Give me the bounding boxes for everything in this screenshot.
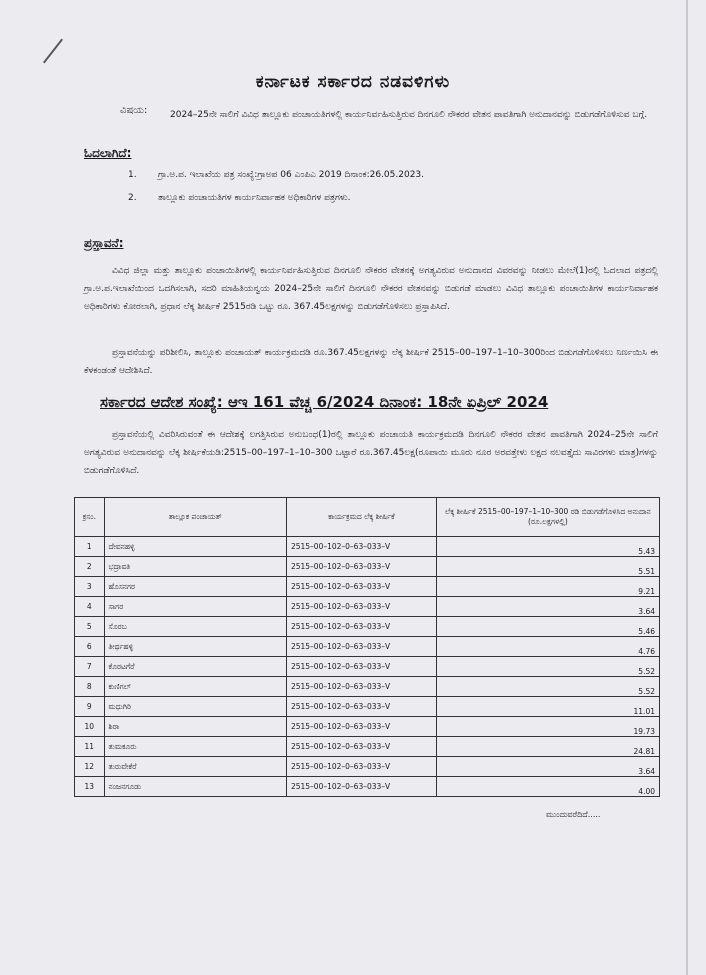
cell-taluk: ಕೊರಟಗೆರೆ bbox=[104, 657, 286, 677]
cell-serial: 7 bbox=[75, 657, 105, 677]
cell-taluk: ತುಮಕೂರು bbox=[104, 737, 286, 757]
continued-note: ಮುಂದುವರೆದಿದೆ..... bbox=[546, 810, 601, 819]
cell-serial: 3 bbox=[75, 577, 105, 597]
table-row bbox=[75, 777, 660, 797]
cell-account-head: 2515–00–102–0–63–033–V bbox=[286, 617, 436, 637]
reference-text: ಗ್ರಾ.ಅ.ಪ. ಇಲಾಖೆಯ ಪತ್ರ ಸಂಖ್ಯೆ:ಗ್ರಾಅಪ 06 ಎಂಪಿಎ 2019 ದಿನಾಂಕ:26.05.2023. bbox=[158, 170, 425, 180]
cell-serial: 9 bbox=[75, 697, 105, 717]
subject-label: ವಿಷಯ: bbox=[120, 105, 148, 116]
page-title: ಕರ್ನಾಟಕ ಸರ್ಕಾರದ ನಡವಳಿಗಳು bbox=[255, 72, 451, 92]
cell-amount: 9.21 bbox=[436, 577, 659, 597]
reference-number: 1. bbox=[128, 170, 137, 180]
preamble-paragraph: ವಿವಿಧ ಜಿಲ್ಲಾ ಮತ್ತು ತಾಲ್ಲೂಕು ಪಂಚಾಯಿತಿಗಳಲ್ಲಿ ಕಾರ್ಯನಿರ್ವಹಿಸುತ್ತಿರುವ ದಿನಗೂಲಿ ನೌಕರರ ವೇತನಕ್ಕೆ ಅಗತ್ಯವಿರುವ ಅನುದಾನದ ವಿವರವನ್ನು ನೀಡಲು ಮೇಲೆ(1)ರಲ್ಲಿ ಓದಲಾದ ಪತ್ರದಲ್ಲಿ ಗ್ರಾ.ಅ.ಪ.ಇಲಾಖೆಯಿಂದ ಒದಗಿಸಲಾಗಿ, ಸದರಿ ಮಾಹಿತಿಯನ್ವಯ 2024–25ನೇ ಸಾಲಿಗೆ ದಿನಗೂಲಿ ನೌಕರರ ವೇತನವನ್ನು ಬಿಡುಗಡೆ ಮಾಡಲು ವಿವಿಧ ತಾಲ್ಲೂಕು ಪಂಚಾಯಿತಿಗಳ ಕಾರ್ಯನಿರ್ವಾಹಕ ಅಧಿಕಾರಿಗಳು ಕೋರಲಾಗಿ, ಪ್ರಧಾನ ಲೆಕ್ಕ ಶೀರ್ಷಿಕೆ 2515ರಡಿ ಒಟ್ಟು ರೂ. 367.45ಲಕ್ಷಗಳನ್ನು ಬಿಡುಗಡೆಗೊಳಿಸಲು ಪ್ರಸ್ತಾಪಿಸಿದೆ. bbox=[84, 266, 658, 312]
cell-amount: 24.81 bbox=[436, 737, 659, 757]
col-header-taluk: ತಾಲ್ಲೂಕ ಪಂಚಾಯತ್ bbox=[104, 498, 286, 537]
page-edge bbox=[686, 0, 688, 975]
col-header-account-head: ಕಾರ್ಯಕ್ರಮದ ಲೆಕ್ಕ ಶೀರ್ಷಿಕೆ bbox=[286, 498, 436, 537]
cell-taluk: ತೀರ್ಥಹಳ್ಳಿ bbox=[104, 637, 286, 657]
cell-serial: 8 bbox=[75, 677, 105, 697]
cell-taluk: ಸೊರಬ bbox=[104, 617, 286, 637]
cell-taluk: ದೇವನಹಳ್ಳಿ bbox=[104, 537, 286, 557]
table-row bbox=[75, 657, 660, 677]
table-row bbox=[75, 557, 660, 577]
cell-serial: 1 bbox=[75, 537, 105, 557]
cell-amount: 19.73 bbox=[436, 717, 659, 737]
cell-account-head: 2515–00–102–0–63–033–V bbox=[286, 577, 436, 597]
cell-taluk: ತುರುವೇಕೆರೆ bbox=[104, 757, 286, 777]
subject-text: 2024–25ನೇ ಸಾಲಿಗೆ ವಿವಿಧ ತಾಲ್ಲೂಕು ಪಂಚಾಯತಿಗಳಲ್ಲಿ ಕಾರ್ಯನಿರ್ವಹಿಸುತ್ತಿರುವ ದಿನಗೂಲಿ ನೌಕರರ ವೇತನ ಪಾವತಿಗಾಗಿ ಅನುದಾನವನ್ನು ಬಿಡುಗಡೆಗೊಳಿಸುವ ಬಗ್ಗೆ. bbox=[170, 110, 648, 120]
cell-amount: 5.43 bbox=[436, 537, 659, 557]
cell-taluk: ಭದ್ರಾವತಿ bbox=[104, 557, 286, 577]
cell-serial: 2 bbox=[75, 557, 105, 577]
table-row bbox=[75, 737, 660, 757]
cell-taluk: ಶಿರಾ bbox=[104, 717, 286, 737]
cell-account-head: 2515–00–102–0–63–033–V bbox=[286, 637, 436, 657]
cell-taluk: ಕುಣಿಗಲ್ bbox=[104, 677, 286, 697]
cell-amount: 4.00 bbox=[436, 777, 659, 797]
cell-account-head: 2515–00–102–0–63–033–V bbox=[286, 597, 436, 617]
cell-account-head: 2515–00–102–0–63–033–V bbox=[286, 537, 436, 557]
cell-amount: 5.52 bbox=[436, 677, 659, 697]
cell-account-head: 2515–00–102–0–63–033–V bbox=[286, 737, 436, 757]
preamble-decision-paragraph: ಪ್ರಸ್ತಾವನೆಯನ್ನು ಪರಿಶೀಲಿಸಿ, ತಾಲ್ಲೂಕು ಪಂಚಾಯತ್ ಕಾರ್ಯಕ್ರಮದಡಿ ರೂ.367.45ಲಕ್ಷಗಳನ್ನು ಲೆಕ್ಕ ಶೀರ್ಷಿಕೆ 2515–00–197–1–10–300ರಿಂದ ಬಿಡುಗಡೆಗೊಳಿಸಲು ನಿರ್ಣಯಿಸಿ ಈ ಕೆಳಕಂಡಂತೆ ಆದೇಶಿಸಿದೆ. bbox=[84, 348, 658, 376]
cell-account-head: 2515–00–102–0–63–033–V bbox=[286, 697, 436, 717]
col-header-amount: ಲೆಕ್ಕ ಶೀರ್ಷಿಕೆ 2515–00–197–1–10–300 ರಡಿ ಬಿಡುಗಡೆಗೊಳಿಸಿದ ಅನುದಾನ (ರೂ.ಲಕ್ಷಗಳಲ್ಲಿ) bbox=[436, 498, 659, 537]
cell-taluk: ಮಧುಗಿರಿ bbox=[104, 697, 286, 717]
cell-taluk: ಸಾಗರ bbox=[104, 597, 286, 617]
cell-account-head: 2515–00–102–0–63–033–V bbox=[286, 677, 436, 697]
preamble-heading: ಪ್ರಸ್ತಾವನೆ: bbox=[84, 236, 124, 250]
col-header-serial: ಕ್ರಸಂ. bbox=[75, 498, 105, 537]
cell-amount: 5.52 bbox=[436, 657, 659, 677]
cell-account-head: 2515–00–102–0–63–033–V bbox=[286, 657, 436, 677]
cell-taluk: ನಂಜನಗೂಡು bbox=[104, 777, 286, 797]
reference-number: 2. bbox=[128, 193, 137, 203]
table-row bbox=[75, 617, 660, 637]
grant-table bbox=[74, 497, 660, 797]
cell-amount: 11.01 bbox=[436, 697, 659, 717]
cell-taluk: ಹೊಸನಗರ bbox=[104, 577, 286, 597]
cell-account-head: 2515–00–102–0–63–033–V bbox=[286, 557, 436, 577]
cell-amount: 3.64 bbox=[436, 757, 659, 777]
table-row bbox=[75, 577, 660, 597]
table-row bbox=[75, 537, 660, 557]
cell-serial: 5 bbox=[75, 617, 105, 637]
cell-serial: 6 bbox=[75, 637, 105, 657]
cell-amount: 5.46 bbox=[436, 617, 659, 637]
order-number-heading: ಸರ್ಕಾರದ ಆದೇಶ ಸಂಖ್ಯೆ: ಆಇ 161 ವೆಚ್ಚ 6/2024 ದಿನಾಂಕ: 18ನೇ ಏಪ್ರಿಲ್ 2024 bbox=[100, 393, 549, 411]
table-row bbox=[75, 597, 660, 617]
cell-serial: 11 bbox=[75, 737, 105, 757]
cell-account-head: 2515–00–102–0–63–033–V bbox=[286, 717, 436, 737]
reference-text: ತಾಲ್ಲೂಕು ಪಂಚಾಯತಿಗಳ ಕಾರ್ಯನಿರ್ವಾಹಕ ಅಧಿಕಾರಿಗಳ ಪತ್ರಗಳು. bbox=[158, 193, 351, 203]
table-header-row bbox=[75, 498, 660, 537]
table-row bbox=[75, 697, 660, 717]
table-row bbox=[75, 717, 660, 737]
cell-serial: 13 bbox=[75, 777, 105, 797]
cell-amount: 5.51 bbox=[436, 557, 659, 577]
cell-account-head: 2515–00–102–0–63–033–V bbox=[286, 757, 436, 777]
cell-serial: 4 bbox=[75, 597, 105, 617]
cell-serial: 10 bbox=[75, 717, 105, 737]
cell-amount: 3.64 bbox=[436, 597, 659, 617]
table-row bbox=[75, 637, 660, 657]
cell-serial: 12 bbox=[75, 757, 105, 777]
cell-amount: 4.76 bbox=[436, 637, 659, 657]
pen-mark bbox=[43, 39, 63, 64]
order-paragraph: ಪ್ರಸ್ತಾವನೆಯಲ್ಲಿ ವಿವರಿಸಿರುವಂತೆ ಈ ಆದೇಶಕ್ಕೆ ಲಗತ್ತಿಸಿರುವ ಅನುಬಂಧ(1)ರಲ್ಲಿ ತಾಲ್ಲೂಕು ಪಂಚಾಯತಿ ಕಾರ್ಯಕ್ರಮದಡಿ ದಿನಗೂಲಿ ನೌಕರರ ವೇತನ ಪಾವತಿಗಾಗಿ 2024–25ನೇ ಸಾಲಿಗೆ ಅಗತ್ಯವಿರುವ ಅನುದಾನವನ್ನು ಲೆಕ್ಕ ಶೀರ್ಷಿಕೆಯಡಿ:2515–00–197–1–10–300 ಒಟ್ಟಾರೆ ರೂ.367.45ಲಕ್ಷ(ರೂಪಾಯಿ ಮೂರು ನೂರ ಅರವತ್ತೇಳು ಲಕ್ಷದ ನಲವತ್ತೈದು ಸಾವಿರಗಳು ಮಾತ್ರ)ಗಳನ್ನು ಬಿಡುಗಡೆಗೊಳಿಸಿದೆ. bbox=[84, 430, 658, 476]
references-heading: ಓದಲಾಗಿದೆ: bbox=[84, 146, 132, 160]
cell-account-head: 2515–00–102–0–63–033–V bbox=[286, 777, 436, 797]
table-row bbox=[75, 757, 660, 777]
table-row bbox=[75, 677, 660, 697]
